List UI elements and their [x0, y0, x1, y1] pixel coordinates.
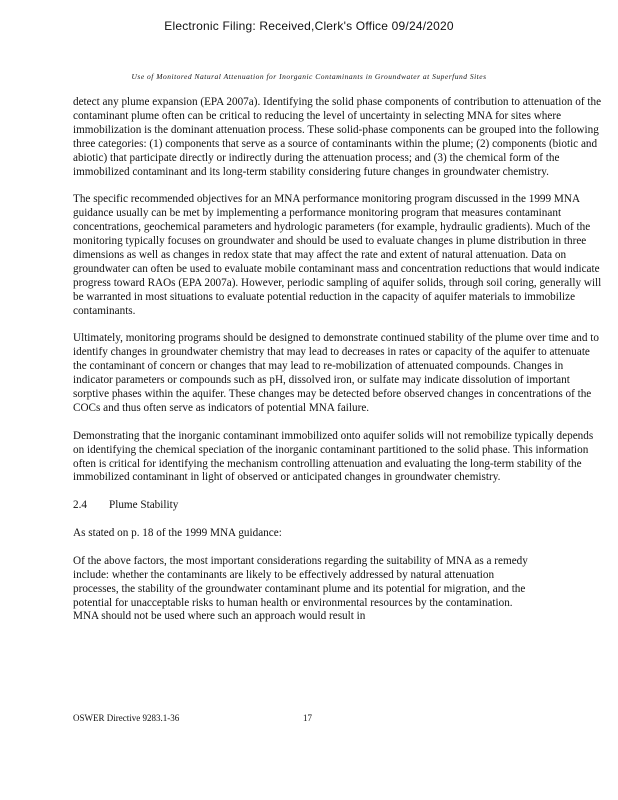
footer-directive: OSWER Directive 9283.1-36 — [73, 713, 180, 723]
block-quote: Of the above factors, the most important considerations regarding the suitability of MNA as a remedy include: whether the contaminants are likely to be effectively addressed by natural attenuation processes, the stability of the groundwater contaminant plume and its potential for migration, and the potential for unacceptable risks to human health or environmental resources by the contamination. MNA should not be used where such an approach would result in — [73, 554, 528, 623]
section-heading — [73, 499, 605, 513]
section-number: 2.4 — [73, 499, 87, 512]
paragraph-solid-phase: detect any plume expansion (EPA 2007a). Identifying the solid phase components of contribution to attenuation of the contaminant plume often can be critical to reducing the level of uncertainty in selecting MNA for sites where immobilization is the dominant attenuation process. These solid-phase components can be grouped into the following three categories: (1) components that serve as a source of contaminants within the plume; (2) components (biotic and abiotic) that participate directly or indirectly during the attenuation process; and (3) the chemical form of the immobilized contaminant and its long-term stability considering future changes in groundwater chemistry. — [73, 96, 602, 178]
electronic-filing-stamp: Electronic Filing: Received,Clerk's Office 09/24/2020 — [164, 19, 454, 33]
running-head: Use of Monitored Natural Attenuation for Inorganic Contaminants in Groundwater at Superfund Sites — [131, 72, 487, 81]
section-title: Plume Stability — [108, 499, 179, 512]
page-body — [73, 96, 605, 638]
page-number: 17 — [303, 713, 312, 723]
paragraph-monitoring-programs: Ultimately, monitoring programs should be designed to demonstrate continued stability of the plume over time and to identify changes in groundwater chemistry that may lead to decreases in rates or capacity of the aquifer to attenuate the contaminant of concern or changes that may lead to re-mobilization of attenuated compounds. Changes in indicator parameters or compounds such as pH, dissolved iron, or sulfate may indicate dissolution of important sorptive phases within the aquifer. These changes may be detected before observed changes in concentrations of the COCs and thus often serve as indicators of potential MNA failure. — [73, 332, 599, 414]
paragraph-monitoring-objectives: The specific recommended objectives for an MNA performance monitoring program discussed in the 1999 MNA guidance usually can be met by implementing a performance monitoring program that measures contaminant concentrations, geochemical parameters and hydrologic parameters (for example, hydraulic gradients). Much of the monitoring typically focuses on groundwater and should be used to evaluate changes in plume distribution in three dimensions as well as changes in redox state that may affect the rate and extent of natural attenuation. Data on groundwater can often be used to evaluate mobile contaminant mass and concentration reductions that would indicate progress toward RAOs (EPA 2007a). However, periodic sampling of aquifer solids, through soil coring, generally will be warranted in most situations to evaluate potential reduction in the capacity of aquifer materials to immobilize contaminants. — [73, 193, 602, 317]
paragraph-intro-quote: As stated on p. 18 of the 1999 MNA guidance: — [73, 527, 282, 540]
paragraph-speciation: Demonstrating that the inorganic contaminant immobilized onto aquifer solids will not remobilize typically depends on identifying the chemical speciation of the inorganic contaminant partitioned to the solid phase. This information often is critical for identifying the mechanism controlling attenuation and evaluating the long-term stability of the immobilized contaminant in light of observed or anticipated changes in groundwater chemistry. — [73, 429, 594, 484]
